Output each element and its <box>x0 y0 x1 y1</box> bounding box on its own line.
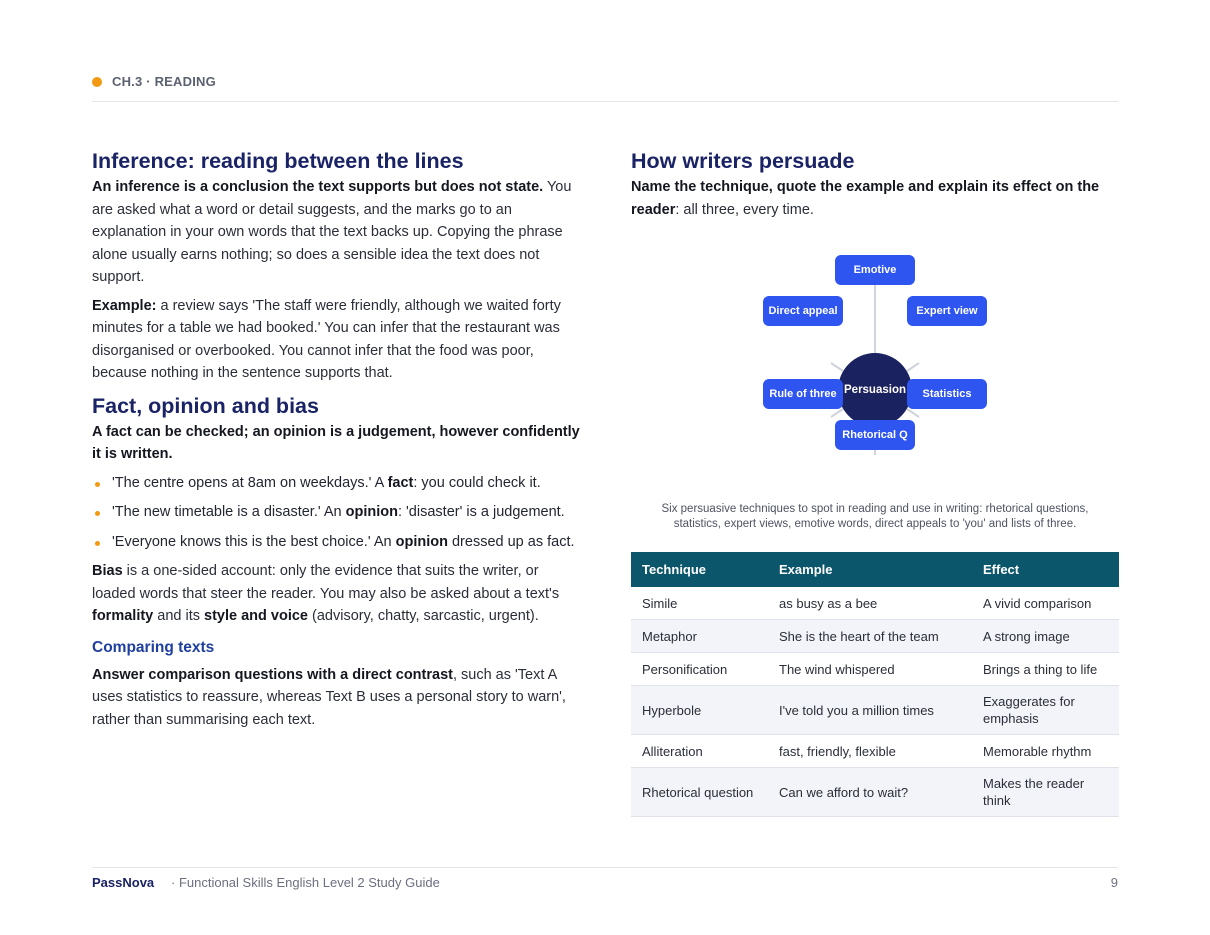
page-number: 9 <box>1110 875 1118 890</box>
table-cell: Brings a thing to life <box>972 653 1119 686</box>
table-cell: Personification <box>631 653 768 686</box>
fact-lead <box>92 421 584 466</box>
table-cell: as busy as a bee <box>768 587 972 620</box>
col-header-technique: Technique <box>631 552 768 587</box>
table-cell: Memorable rhythm <box>972 735 1119 768</box>
col-header-example: Example <box>768 552 972 587</box>
node-rule-of-three: Rule of three <box>763 379 843 409</box>
node-emotive: Emotive <box>835 255 915 285</box>
bullet-text: dressed up as fact. <box>447 533 575 550</box>
bias-text: (advisory, chatty, sarcastic, urgent). <box>308 608 539 624</box>
persuasion-diagram <box>631 255 1119 485</box>
bullet-icon <box>95 511 100 516</box>
connector-line <box>907 409 919 417</box>
bullet-text: : 'disaster' is a judgement. <box>397 504 565 520</box>
bias-text: and its <box>153 608 205 624</box>
compare-text: , such as 'Text A uses statistics to reassure, whereas Text B uses a personal story to warn', rather than summarising each text. <box>92 666 566 728</box>
table-row <box>631 768 1119 817</box>
persuade-text: : all three, every time. <box>675 201 814 218</box>
fact-lead-text: A fact can be checked; an opinion is a judgement, however confidently it is written. <box>92 423 580 462</box>
fact-opinion-list <box>92 472 584 554</box>
style-voice-term: style and voice <box>204 608 308 624</box>
table-cell: She is the heart of the team <box>768 620 972 653</box>
connector-line <box>831 409 843 417</box>
node-rhetorical-q: Rhetorical Q <box>835 420 915 450</box>
table-cell: A vivid comparison <box>972 587 1119 620</box>
brand-name: PassNova <box>92 875 155 890</box>
example-label: Example: <box>92 297 157 314</box>
persuade-paragraph <box>631 176 1119 221</box>
col-header-effect: Effect <box>972 552 1119 587</box>
node-direct-appeal: Direct appeal <box>763 296 843 326</box>
guide-title: · Functional Skills English Level 2 Study Guide <box>171 875 440 890</box>
table-cell: Rhetorical question <box>631 768 768 817</box>
bullet-text: 'The centre opens at 8am on weekdays.' A <box>112 474 388 491</box>
diagram-hub: Persuasion <box>838 353 912 427</box>
bullet-text: 'The new timetable is a disaster.' An <box>112 504 346 520</box>
table-header-row <box>631 552 1119 587</box>
table-row <box>631 620 1119 653</box>
list-item <box>92 501 584 524</box>
bullet-term: fact <box>387 474 414 491</box>
bullet-text: : you could check it. <box>413 474 541 491</box>
bullet-dot-icon <box>92 77 102 87</box>
inference-lead: An inference is a conclusion the text supports but does not state. <box>92 179 544 195</box>
table-cell: Simile <box>631 587 768 620</box>
inference-paragraph <box>92 176 584 289</box>
page-footer <box>92 867 1118 898</box>
bullet-icon <box>95 482 100 487</box>
inference-text: You are asked what a word or detail suggests, and the marks go to an explanation in your own words that the text backs up. Copying the phrase alone usually earns nothing; so does a sensible idea the text does not support. <box>92 179 572 285</box>
bias-paragraph <box>92 560 584 628</box>
persuade-heading: How writers persuade <box>631 149 855 173</box>
table-row <box>631 653 1119 686</box>
table-cell: Can we afford to wait? <box>768 768 972 817</box>
techniques-table <box>631 552 1119 817</box>
list-item <box>92 472 584 495</box>
table-cell: Makes the reader think <box>972 768 1119 817</box>
table-row <box>631 735 1119 768</box>
table-cell: Metaphor <box>631 620 768 653</box>
bias-text: is a one-sided account: only the evidence that suits the writer, or loaded words that steer the reader. You may also be asked about a text's <box>92 563 560 602</box>
table-cell: A strong image <box>972 620 1119 653</box>
connector-line <box>831 363 843 371</box>
comparing-texts-heading: Comparing texts <box>92 638 215 656</box>
example-paragraph <box>92 295 584 385</box>
table-cell: fast, friendly, flexible <box>768 735 972 768</box>
left-column <box>92 146 584 731</box>
chapter-label: CH.3 · READING <box>112 74 216 89</box>
table-row <box>631 686 1119 735</box>
bias-term: Bias <box>92 563 123 579</box>
table-cell: Exaggerates for emphasis <box>972 686 1119 735</box>
connector-line <box>907 363 919 371</box>
table-cell: I've told you a million times <box>768 686 972 735</box>
formality-term: formality <box>92 608 154 624</box>
example-text: a review says 'The staff were friendly, although we waited forty minutes for a table we had booked.' You can infer that the restaurant was disorganised or overbooked. You cannot infer that the food was poor, because nothing in the sentence supports that. <box>92 297 561 381</box>
persuade-lead: Name the technique, quote the example and explain its effect on the reader <box>631 179 1100 218</box>
diagram-caption: Six persuasive techniques to spot in reading and use in writing: rhetorical questions, statistics, expert views, emotive words, direct appeals to 'you' and lists of three. <box>661 503 1089 530</box>
page-header <box>92 74 1118 102</box>
node-expert-view: Expert view <box>907 296 987 326</box>
comparing-paragraph <box>92 664 584 732</box>
table-cell: Hyperbole <box>631 686 768 735</box>
table-cell: The wind whispered <box>768 653 972 686</box>
bullet-term: opinion <box>395 533 448 550</box>
right-column <box>631 146 1119 817</box>
bullet-term: opinion <box>345 504 398 520</box>
bullet-text: 'Everyone knows this is the best choice.' An <box>112 533 396 550</box>
compare-lead: Answer comparison questions with a direct contrast <box>92 666 453 683</box>
table-cell: Alliteration <box>631 735 768 768</box>
table-row <box>631 587 1119 620</box>
bullet-icon <box>95 541 100 546</box>
list-item <box>92 531 584 554</box>
node-statistics: Statistics <box>907 379 987 409</box>
fact-opinion-heading: Fact, opinion and bias <box>92 393 319 418</box>
inference-heading: Inference: reading between the lines <box>92 149 464 173</box>
